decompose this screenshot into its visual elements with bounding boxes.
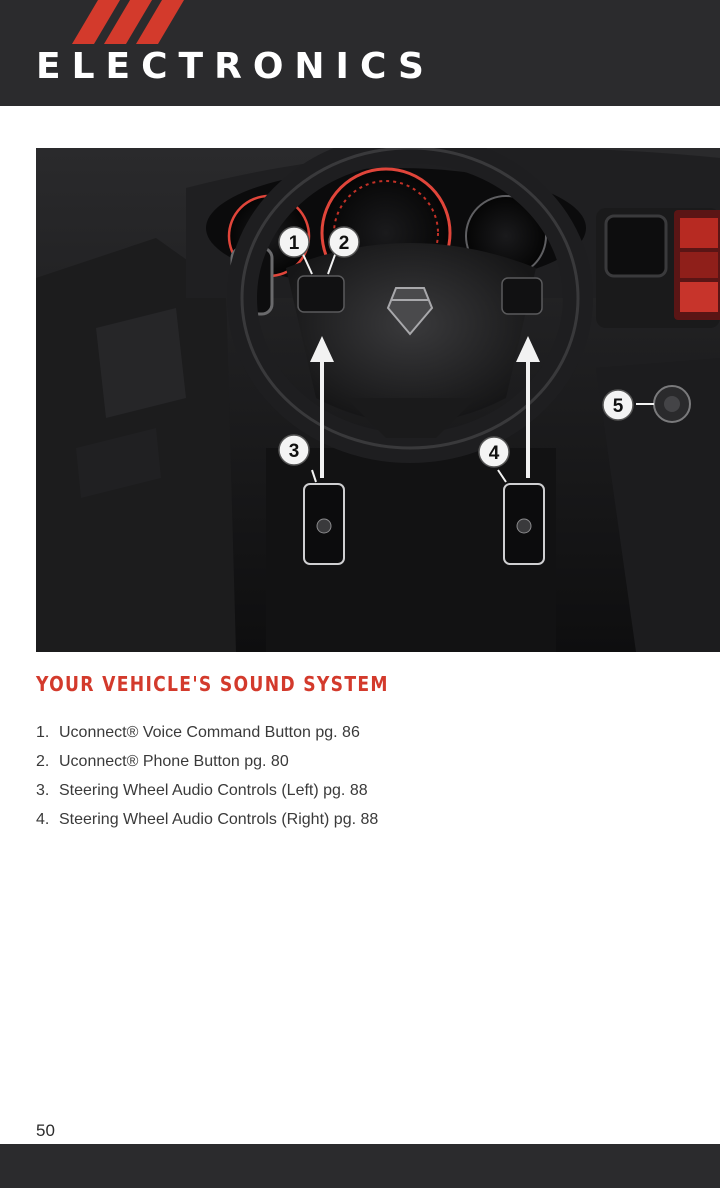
section-heading: YOUR VEHICLE'S SOUND SYSTEM	[36, 672, 389, 696]
svg-text:1: 1	[288, 233, 300, 254]
page-number: 50	[36, 1121, 55, 1140]
page-footer-bar	[0, 1144, 720, 1188]
page-title: ELECTRONICS	[36, 46, 435, 87]
svg-text:2: 2	[338, 233, 350, 254]
callout-4	[479, 437, 509, 467]
svg-text:5: 5	[612, 396, 624, 417]
dashboard-photo	[36, 148, 720, 652]
svg-text:3: 3	[288, 441, 300, 462]
page-header	[0, 0, 720, 106]
list-item: 1. Uconnect® Voice Command Button pg. 86	[36, 724, 360, 741]
list-item: 2. Uconnect® Phone Button pg. 80	[36, 753, 289, 770]
callout-3	[279, 435, 309, 465]
racing-stripes-logo	[0, 0, 200, 44]
callout-5	[603, 390, 633, 420]
list-item: 4. Steering Wheel Audio Controls (Right) pg. 88	[36, 811, 379, 828]
list-item: 3. Steering Wheel Audio Controls (Left) pg. 88	[36, 782, 368, 799]
callout-1	[279, 227, 309, 257]
callout-2	[329, 227, 359, 257]
svg-text:4: 4	[488, 443, 500, 464]
sound-system-list	[36, 724, 378, 840]
